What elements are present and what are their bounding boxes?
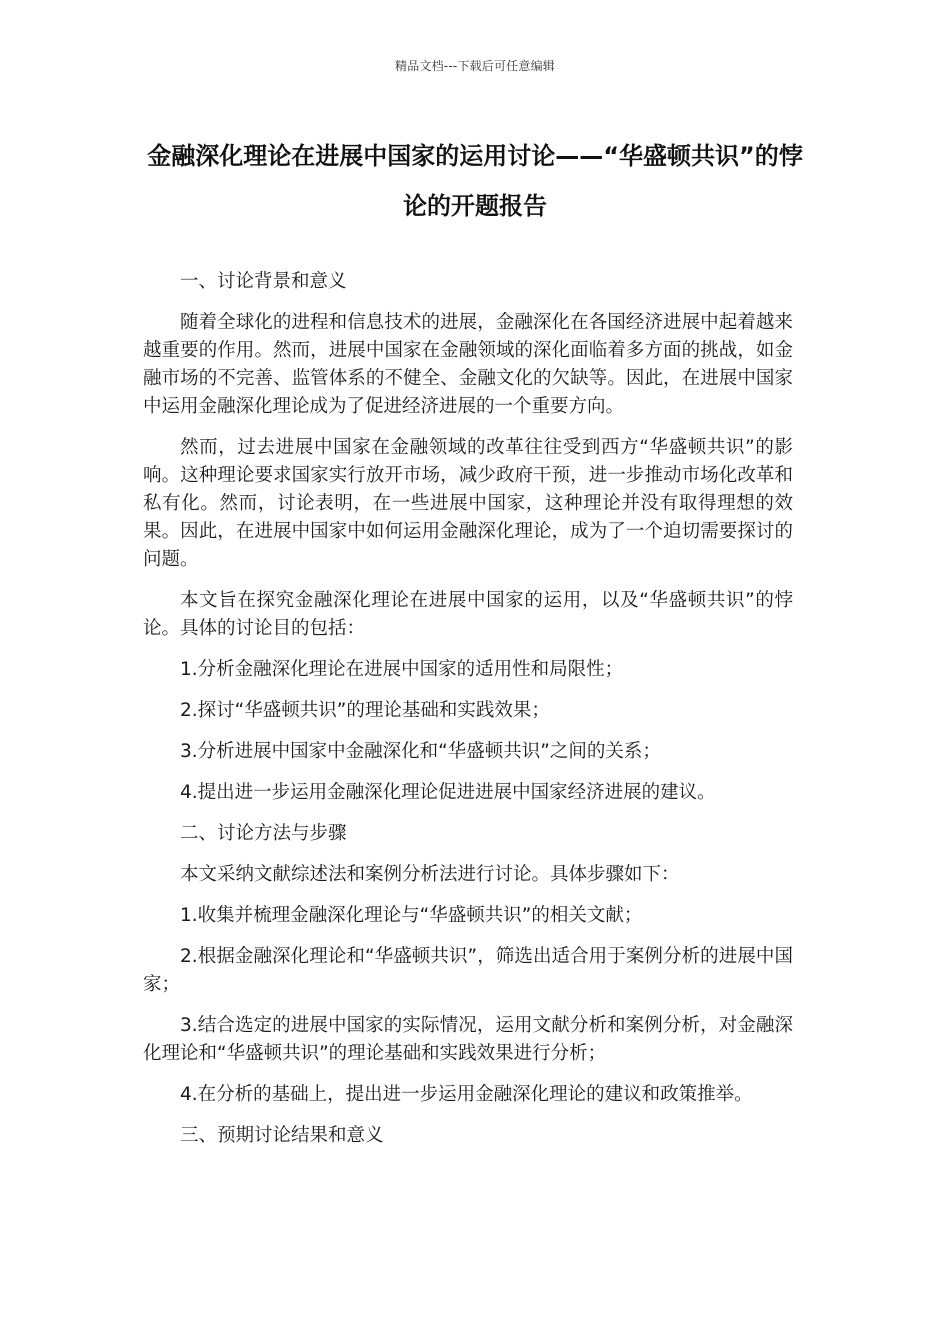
list-item-step-2: 2.根据金融深化理论和“华盛顿共识”，筛选出适合用于案例分析的进展中国家；	[143, 946, 793, 995]
paragraph-washington-consensus: 然而，过去进展中国家在金融领域的改革往往受到西方“华盛顿共识”的影响。这种理论要求国家实行放开市场，减少政府干预，进一步推动市场化改革和私有化。然而，讨论表明，在一些进展中国家，这种理论并没有取得理想的效果。因此，在进展中国家中如何运用金融深化理论，成为了一个迫切需要探讨的问题。	[143, 437, 793, 570]
header-note: 精品文档---下载后可任意编辑	[395, 59, 555, 73]
list-item-objective-1: 1.分析金融深化理论在进展中国家的适用性和局限性；	[180, 659, 624, 680]
list-item-step-3: 3.结合选定的进展中国家的实际情况，运用文献分析和案例分析，对金融深化理论和“华盛顿共识”的理论基础和实践效果进行分析；	[143, 1015, 793, 1064]
paragraph-purpose: 本文旨在探究金融深化理论在进展中国家的运用，以及“华盛顿共识”的悖论。具体的讨论目的包括：	[143, 590, 793, 639]
section-heading-2: 二、讨论方法与步骤	[180, 823, 347, 844]
document-body	[143, 268, 793, 1163]
list-item-objective-2: 2.探讨“华盛顿共识”的理论基础和实践效果；	[180, 700, 550, 721]
paragraph-method: 本文采纳文献综述法和案例分析法进行讨论。具体步骤如下：	[180, 864, 680, 885]
list-item-objective-4: 4.提出进一步运用金融深化理论促进进展中国家经济进展的建议。	[180, 782, 716, 803]
list-item-step-4: 4.在分析的基础上，提出进一步运用金融深化理论的建议和政策推举。	[180, 1084, 753, 1105]
paragraph-background: 随着全球化的进程和信息技术的进展，金融深化在各国经济进展中起着越来越重要的作用。然而，进展中国家在金融领域的深化面临着多方面的挑战，如金融市场的不完善、监管体系的不健全、金融文化的欠缺等。因此，在进展中国家中运用金融深化理论成为了促进经济进展的一个重要方向。	[143, 312, 793, 417]
section-heading-3: 三、预期讨论结果和意义	[180, 1125, 384, 1146]
list-item-step-1: 1.收集并梳理金融深化理论与“华盛顿共识”的相关文献；	[180, 905, 643, 926]
list-item-objective-3: 3.分析进展中国家中金融深化和“华盛顿共识”之间的关系；	[180, 741, 661, 762]
document-title: 金融深化理论在进展中国家的运用讨论——“华盛顿共识”的悖论的开题报告	[147, 142, 803, 220]
section-heading-1: 一、讨论背景和意义	[180, 271, 347, 292]
